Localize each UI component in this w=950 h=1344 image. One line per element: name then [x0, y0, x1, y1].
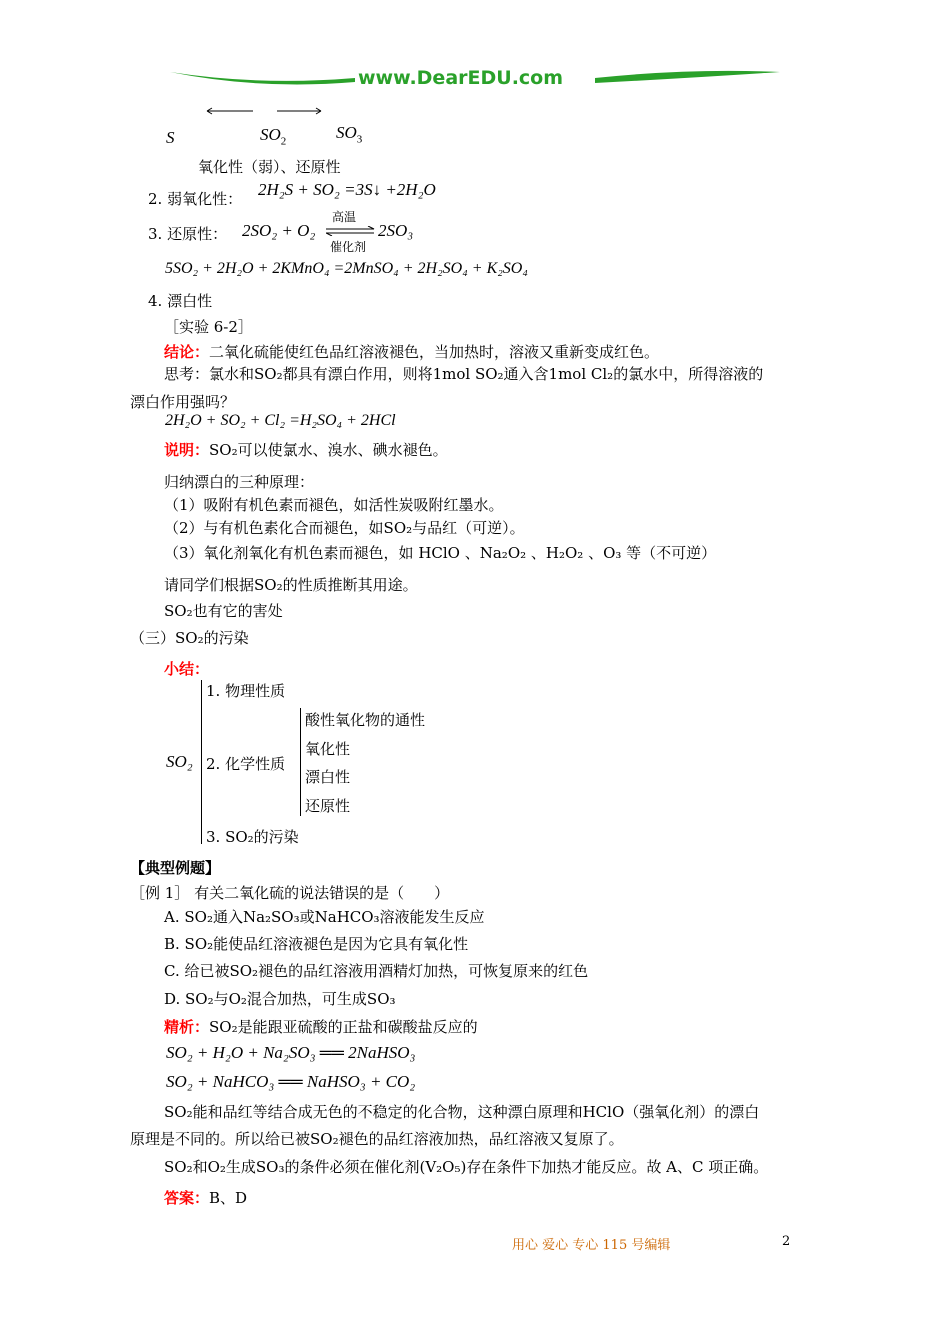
- analysis-eq2: SO₂ + NaHCO₃ ══ NaHSO₃ + CO₂: [166, 1072, 416, 1091]
- principle-3: （3）氧化剂氧化有机色素而褪色，如 HClO 、Na₂O₂ 、H₂O₂ 、O₃ 等（不可逆）: [164, 544, 717, 562]
- summary-b3: 3. SO₂的污染: [206, 828, 299, 846]
- logo-text: www.DearEDU.com: [358, 67, 564, 89]
- page-number: 2: [782, 1234, 791, 1249]
- pollution-heading: （三）SO₂的污染: [130, 629, 249, 647]
- experiment-label: ［实验 6-2］: [164, 318, 253, 336]
- diagram-note: 氧化性（弱）、还原性: [198, 158, 341, 176]
- prop3-left: 2SO₂ + O₂: [242, 221, 316, 240]
- cond-top: 高温: [332, 210, 357, 224]
- principle-2: （2）与有机色素化合而褪色，如SO₂与品红（可逆）。: [164, 519, 525, 537]
- prop3-right: 2SO₃: [378, 221, 414, 240]
- summary-label: 小结：: [164, 660, 210, 678]
- prop4-label: 4. 漂白性: [148, 292, 213, 310]
- prop2-label: 2. 弱氧化性：: [148, 190, 243, 208]
- option-a: A. SO₂通入Na₂SO₃或NaHCO₃溶液能发生反应: [164, 908, 485, 926]
- principles-title: 归纳漂白的三种原理：: [164, 473, 315, 491]
- summary-brace: [201, 680, 202, 844]
- so2-symbol: $SO_2$: [260, 125, 287, 148]
- summary-b1: 1. 物理性质: [206, 682, 286, 700]
- analysis: 精析：SO₂是能跟亚硫酸的正盐和碳酸盐反应的: [164, 1018, 478, 1036]
- arrow-diagram: [205, 106, 345, 116]
- examples-title: 【典型例题】: [130, 859, 221, 877]
- analysis-para2: SO₂和O₂生成SO₃的条件必须在催化剂(V₂O₅)存在条件下加热才能反应。故 A、C 项正确。: [164, 1158, 769, 1176]
- so3-symbol: $SO_3$: [336, 123, 363, 146]
- analysis-eq1: SO₂ + H₂O + Na₂SO₃ ══ 2NaHSO₃: [166, 1043, 416, 1062]
- summary-sub-1: 酸性氧化物的通性: [305, 711, 426, 729]
- summary-sub-3: 漂白性: [305, 768, 351, 786]
- harm-text: SO₂也有它的害处: [164, 602, 283, 620]
- prop3-label: 3. 还原性：: [148, 225, 228, 243]
- option-b: B. SO₂能使品红溶液褪色是因为它具有氧化性: [164, 935, 469, 953]
- prop2-equation: 2H₂S + SO₂ =3S↓ +2H₂O: [258, 180, 436, 199]
- example1-question: ［例 1］ 有关二氧化硫的说法错误的是（ ）: [130, 884, 450, 902]
- cond-bottom: 催化剂: [330, 240, 367, 254]
- principle-1: （1）吸附有机色素而褪色，如活性炭吸附红墨水。: [164, 496, 504, 514]
- sulfur-symbol: S: [166, 128, 175, 147]
- option-c: C. 给已被SO₂褪色的品红溶液用酒精灯加热，可恢复原来的红色: [164, 962, 589, 980]
- header-logo: [170, 64, 780, 98]
- kmno4-equation: 5SO₂ + 2H₂O + 2KMnO₄ =2MnSO₄ + 2H₂SO₄ + K₂SO₄: [165, 260, 528, 277]
- summary-b2: 2. 化学性质: [206, 755, 286, 773]
- footer-text: 用心 爱心 专心 115 号编辑: [512, 1238, 671, 1253]
- analysis-para1a: SO₂能和品红等结合成无色的不稳定的化合物，这种漂白原理和HClO（强氧化剂）的漂白: [164, 1103, 760, 1121]
- summary-sub-brace: [300, 708, 301, 816]
- summary-root: SO₂: [166, 752, 193, 771]
- think-line1: 思考：氯水和SO₂都具有漂白作用，则将1mol SO₂通入含1mol Cl₂的氯水中，所得溶液的: [164, 365, 764, 383]
- explain: 说明：SO₂可以使氯水、溴水、碘水褪色。: [164, 441, 448, 459]
- option-d: D. SO₂与O₂混合加热，可生成SO₃: [164, 990, 396, 1008]
- conclusion: 结论：二氧化硫能使红色品红溶液褪色，当加热时，溶液又重新变成红色。: [164, 343, 660, 361]
- usage-text: 请同学们根据SO₂的性质推断其用途。: [164, 576, 418, 594]
- summary-sub-2: 氧化性: [305, 740, 351, 758]
- think-line2: 漂白作用强吗？: [130, 393, 236, 411]
- summary-sub-4: 还原性: [305, 797, 351, 815]
- analysis-para1b: 原理是不同的。所以给已被SO₂褪色的品红溶液加热，品红溶液又复原了。: [130, 1130, 624, 1148]
- answer: 答案：B、D: [164, 1189, 248, 1207]
- chlorine-equation: 2H₂O + SO₂ + Cl₂ =H₂SO₄ + 2HCl: [165, 412, 396, 429]
- equilibrium-arrow-icon: [326, 226, 376, 236]
